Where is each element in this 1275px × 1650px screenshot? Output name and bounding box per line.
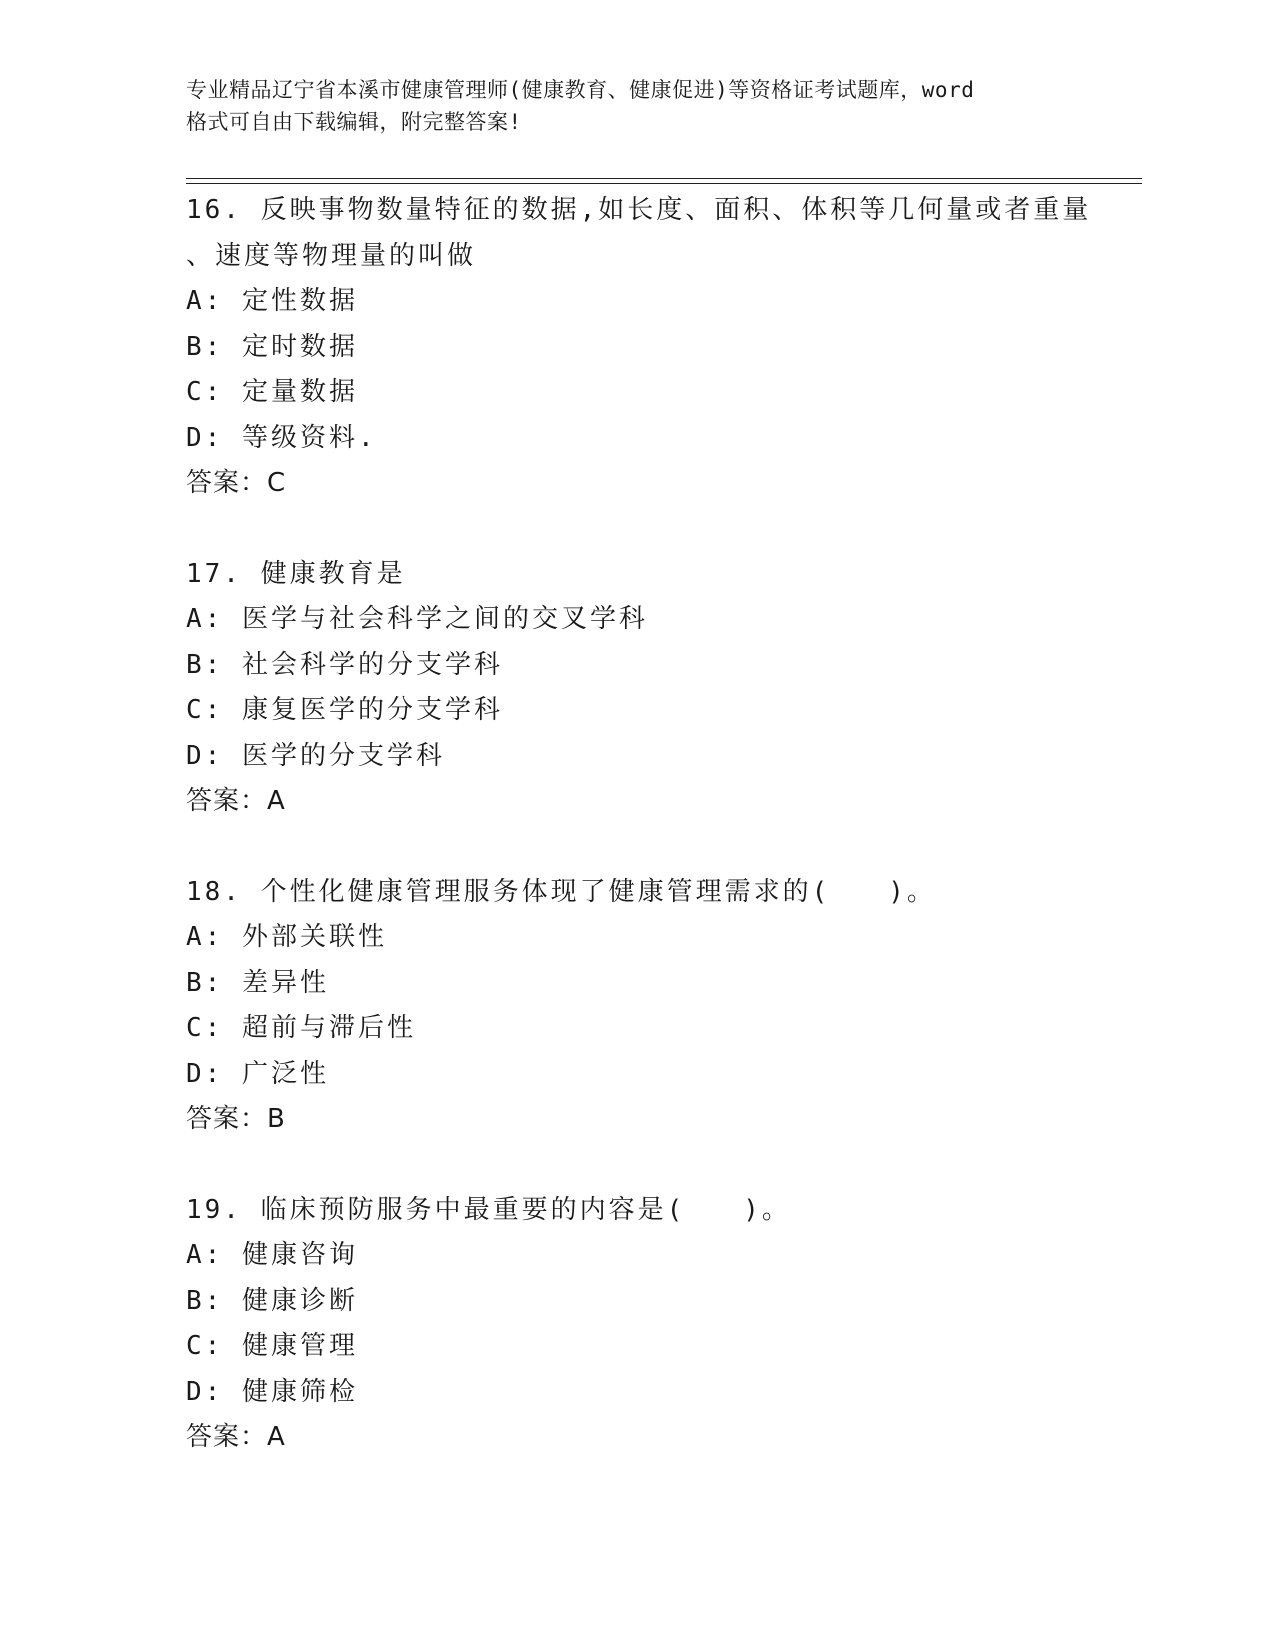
option-b: B: 健康诊断 (186, 1285, 358, 1316)
question-stem: 19. 临床预防服务中最重要的内容是( )。 (186, 1194, 791, 1225)
option-b: B: 差异性 (186, 967, 329, 998)
option-a: A: 外部关联性 (186, 922, 387, 952)
option-c: C: 康复医学的分支学科 (186, 695, 503, 725)
option-a: A: 健康咨询 (186, 1240, 358, 1270)
question-16 (186, 188, 1146, 507)
header-divider-bottom (186, 183, 1142, 184)
option-c: C: 健康管理 (186, 1331, 358, 1361)
header-line-1: 专业精品辽宁省本溪市健康管理师(健康教育、健康促进)等资格证考试题库，word (186, 78, 975, 102)
option-a: A: 定性数据 (186, 286, 358, 316)
question-17 (186, 552, 1146, 825)
question-stem: 17. 健康教育是 (186, 558, 406, 589)
header-divider-top (186, 178, 1142, 179)
option-a: A: 医学与社会科学之间的交叉学科 (186, 604, 648, 634)
answer-label: 答案：B (186, 1104, 286, 1134)
answer-label: 答案：A (186, 786, 286, 816)
option-c: C: 超前与滞后性 (186, 1013, 416, 1043)
question-19 (186, 1188, 1146, 1461)
answer-label: 答案：A (186, 1422, 286, 1452)
question-stem: 16. 反映事物数量特征的数据,如长度、面积、体积等几何量或者重量 (186, 195, 1092, 225)
header-line-2: 格式可自由下载编辑，附完整答案! (186, 110, 522, 134)
option-d: D: 广泛性 (186, 1058, 329, 1089)
option-d: D: 健康筛检 (186, 1376, 358, 1407)
option-b: B: 社会科学的分支学科 (186, 649, 503, 680)
document-header (186, 74, 1086, 138)
option-c: C: 定量数据 (186, 377, 358, 407)
answer-label: 答案：C (186, 468, 287, 498)
question-stem: 18. 个性化健康管理服务体现了健康管理需求的( )。 (186, 876, 936, 907)
option-d: D: 医学的分支学科 (186, 740, 445, 771)
option-b: B: 定时数据 (186, 331, 358, 362)
question-18 (186, 870, 1146, 1143)
question-list (186, 188, 1146, 1506)
question-stem-continued: 、速度等物理量的叫做 (186, 240, 477, 271)
option-d: D: 等级资料. (186, 422, 377, 453)
